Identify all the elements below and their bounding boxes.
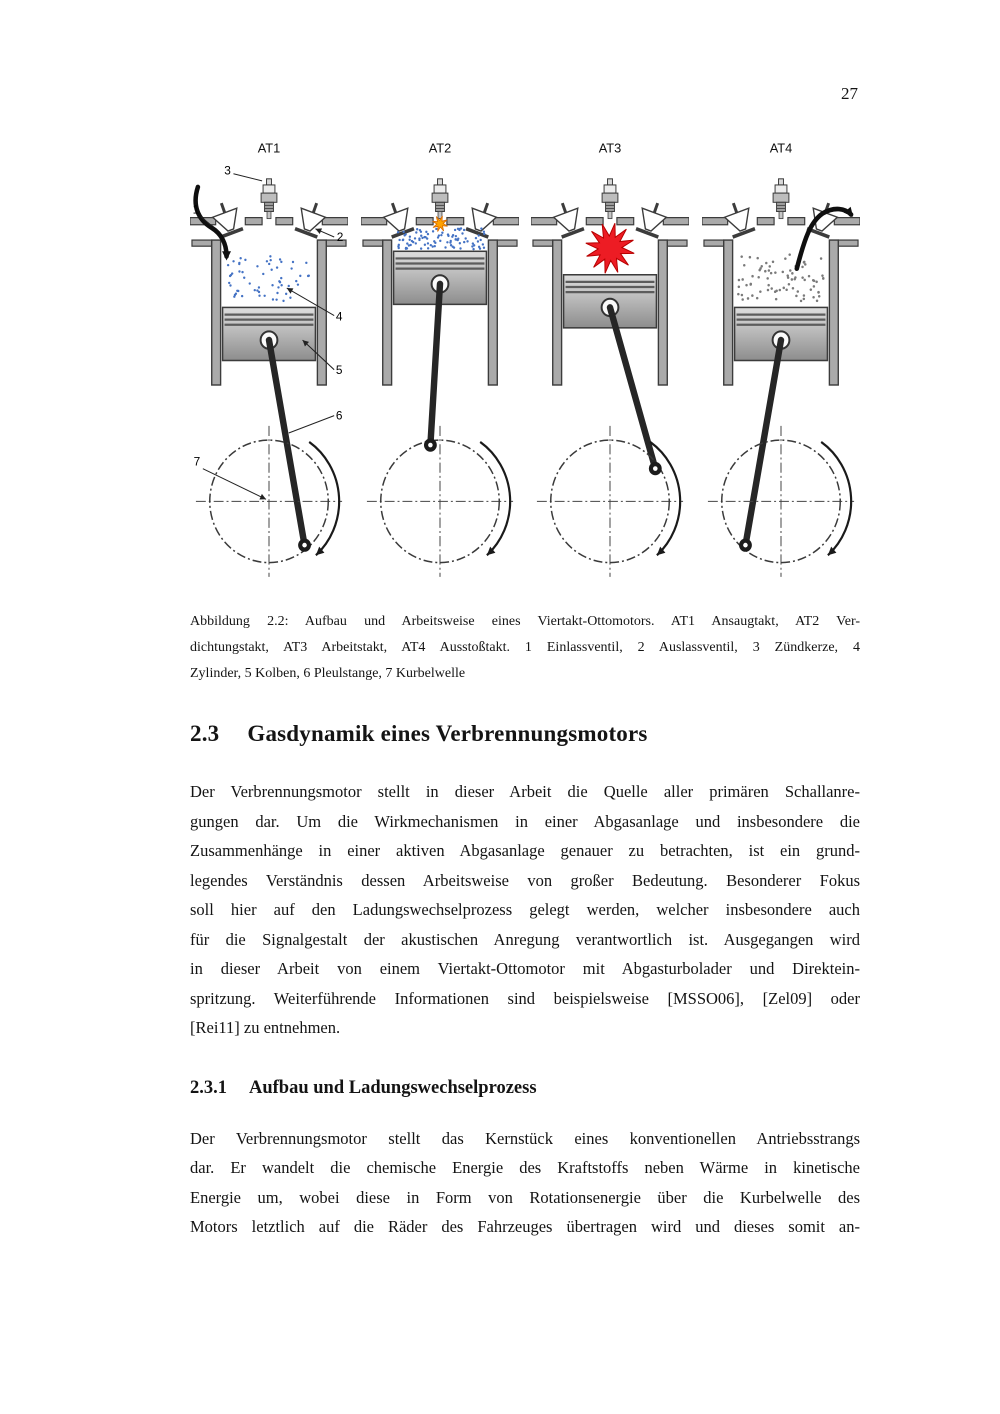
exhaust-valve-icon (635, 199, 670, 238)
part-label-3 (224, 164, 262, 181)
page-number: 27 (841, 84, 858, 103)
stroke-label: AT2 (428, 140, 451, 156)
svg-text:6: 6 (335, 408, 343, 423)
part-label-7 (194, 454, 266, 499)
text-line: gungen dar. Um die Wirkmechanismen in einer Abgasanlage und insbesondere die (190, 811, 860, 831)
connecting-rod (430, 284, 440, 445)
page-content (190, 0, 860, 1242)
figure-2-2-engine-strokes (190, 138, 860, 583)
svg-text:4: 4 (335, 309, 343, 324)
connecting-rod (269, 340, 305, 545)
intake-valve-icon (551, 199, 586, 238)
text-line: Zylinder, 5 Kolben, 6 Pleulstange, 7 Kurbelwelle (190, 666, 466, 681)
text-line: legendes Verständnis dessen Arbeitsweise von großer Bedeutung. Besonderer Fokus (190, 870, 860, 890)
figure-caption (190, 609, 860, 687)
svg-text:1: 1 (192, 202, 200, 217)
text-line: Motors letztlich auf die Räder des Fahrzeuges übertragen wird und dieses somit an- (190, 1217, 860, 1236)
exhaust-valve-icon (465, 199, 500, 238)
spark-plug (432, 179, 448, 219)
section-heading (190, 721, 860, 747)
crankshaft (708, 426, 854, 577)
text-line: spritzung. Weiterführende Informationen sind beispielsweise [MSSO06], [Zel09] oder (190, 988, 860, 1008)
engine-diagram-at4 (702, 138, 860, 583)
subsection-number: 2.3.1 (190, 1077, 227, 1098)
intake-valve-icon (721, 199, 756, 238)
body-paragraph-1 (190, 777, 860, 1043)
text-line: für die Signalgestalt der akustischen Anregung verantwortlich ist. Ausgegangen wird (190, 929, 860, 949)
subsection-title: Aufbau und Ladungswechselprozess (249, 1077, 537, 1098)
explosion-burst (586, 223, 634, 273)
mixture-dots (227, 255, 310, 302)
connecting-rod (745, 340, 781, 545)
text-line: Energie um, wobei diese in Form von Rotationsenergie über die Kurbelwelle des (190, 1187, 860, 1207)
crankshaft (193, 426, 342, 577)
engine-diagram-at1 (190, 138, 348, 583)
exhaust-valve-icon (294, 199, 329, 238)
stroke-label: AT4 (769, 140, 793, 156)
svg-text:3: 3 (224, 163, 231, 178)
rotation-arrow (480, 442, 510, 555)
svg-text:5: 5 (335, 362, 343, 377)
body-paragraph-2 (190, 1124, 860, 1242)
section-number: 2.3 (190, 721, 220, 746)
stroke-label: AT1 (257, 140, 281, 156)
text-line: Abbildung 2.2: Aufbau und Arbeitsweise eines Viertakt-Ottomotors. AT1 Ansaugtakt, AT2 Ver- (190, 614, 860, 629)
text-line: Der Verbrennungsmotor stellt das Kernstück eines konventionellen Antriebsstrangs (190, 1128, 860, 1148)
text-line: in dieser Arbeit von einem Viertakt-Ottomotor mit Abgasturbolader und Direktein- (190, 959, 860, 978)
svg-text:2: 2 (336, 229, 344, 245)
piston (564, 275, 657, 328)
rotation-arrow (821, 442, 851, 555)
text-line: [Rei11] zu entnehmen. (190, 1018, 341, 1037)
crankshaft (537, 426, 683, 577)
text-line: dar. Er wandelt die chemische Energie des Kraftstoffs neben Wärme in kinetische (190, 1158, 860, 1177)
exhaust-valve-icon (806, 199, 841, 238)
engine-diagram-at2 (361, 138, 519, 583)
rotation-arrow (309, 442, 339, 555)
text-line: soll hier auf den Ladungswechselprozess gelegt werden, welcher insbesondere auch (190, 900, 860, 919)
spark-plug (773, 179, 789, 219)
text-line: dichtungstakt, AT3 Arbeitstakt, AT4 Ausstoßtakt. 1 Einlassventil, 2 Auslassventil, 3 Zündkerze, 4 (190, 640, 860, 655)
crankshaft (367, 426, 513, 577)
section-title: Gasdynamik eines Verbrennungsmotors (247, 721, 648, 746)
subsection-heading (190, 1078, 860, 1099)
text-line: Der Verbrennungsmotor stellt in dieser Arbeit die Quelle aller primären Schallanre- (190, 782, 860, 801)
spark-plug (602, 179, 618, 219)
text-line: Zusammenhänge in einer aktiven Abgasanlage genauer zu betrachten, ist ein grund- (190, 841, 860, 860)
exhaust-gas-dots (737, 253, 824, 302)
part-label-6 (289, 409, 343, 433)
svg-text:7: 7 (193, 454, 201, 469)
engine-diagram-at3 (531, 138, 689, 583)
connecting-rod (610, 307, 655, 468)
stroke-label: AT3 (599, 140, 622, 156)
intake-arrowhead (222, 251, 231, 260)
spark-plug (261, 179, 277, 219)
